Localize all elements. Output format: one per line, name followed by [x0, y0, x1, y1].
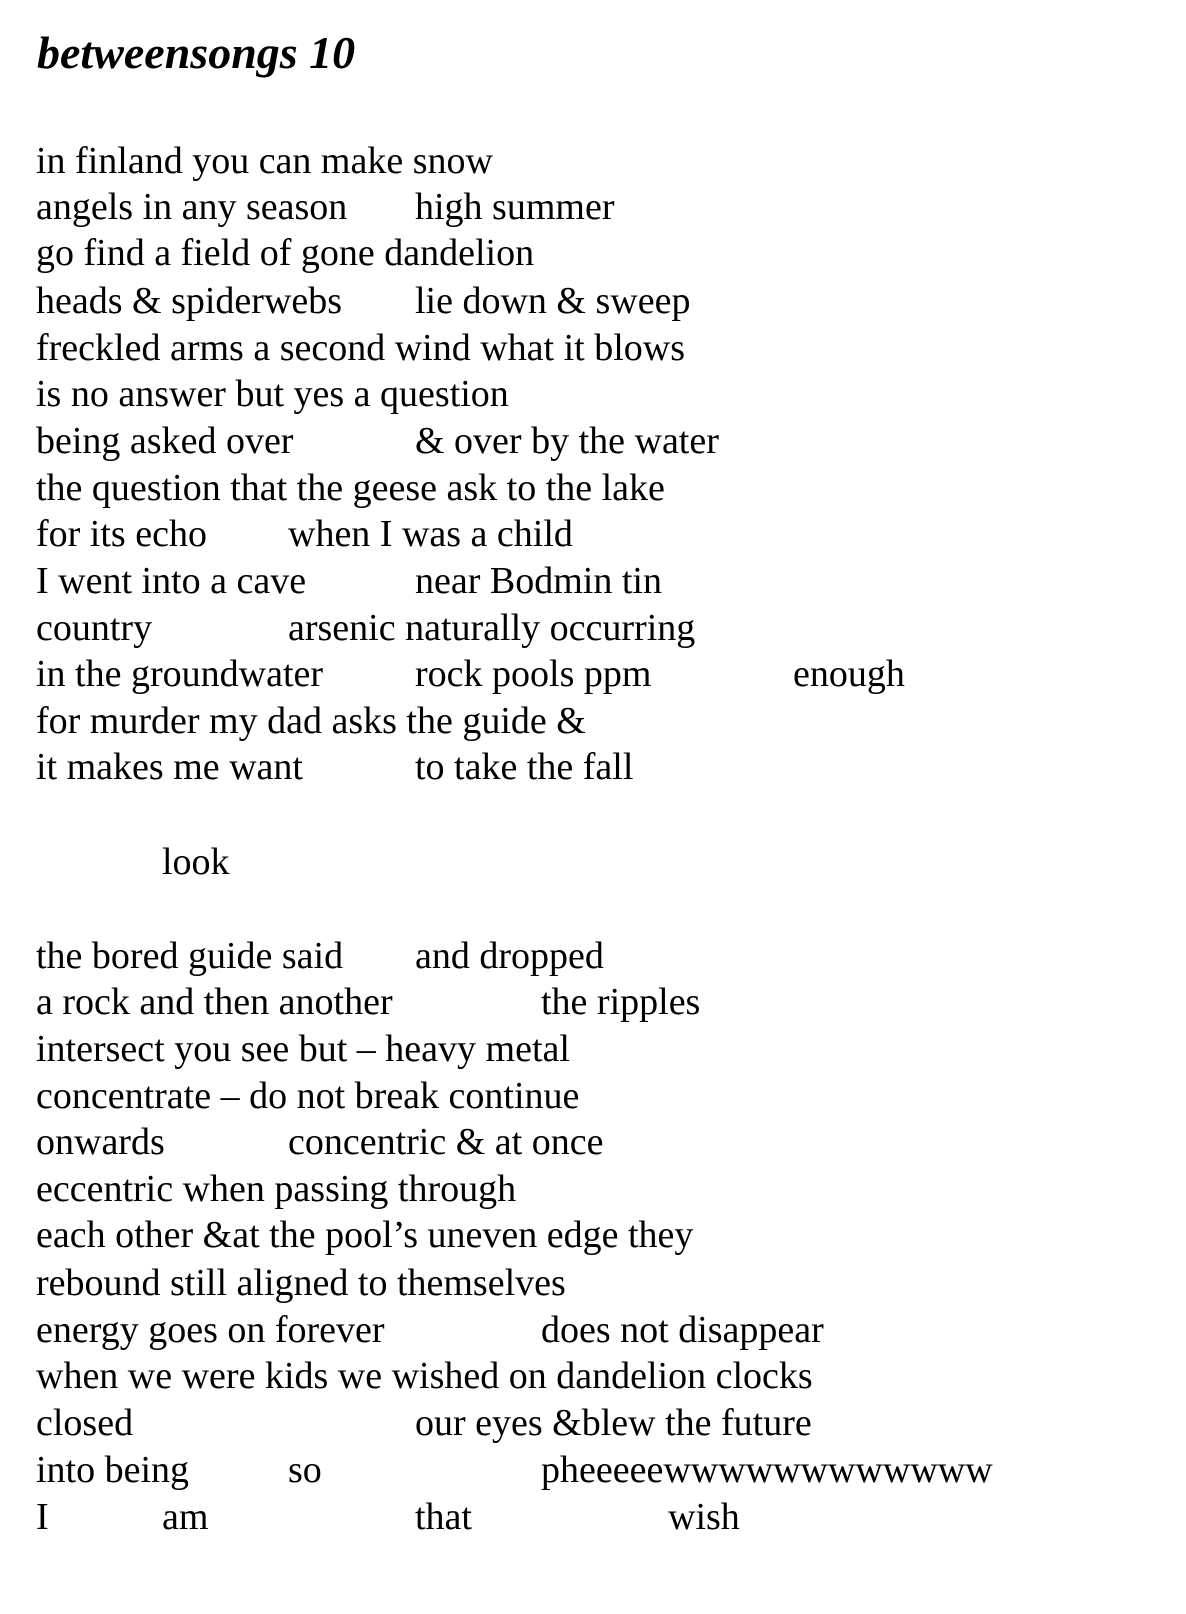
- poem-line: [36, 325, 1176, 371]
- line-segment: it makes me want: [36, 746, 303, 788]
- poem-line: [36, 1307, 1176, 1353]
- poem-line: [36, 605, 1176, 651]
- poem-line: [36, 1260, 1176, 1306]
- line-segment: in the groundwater: [36, 653, 324, 695]
- line-segment: does not disappear: [541, 1309, 824, 1351]
- poem-line: [36, 1026, 1176, 1072]
- poem-line: [36, 1073, 1176, 1119]
- poem-line: [36, 1353, 1176, 1399]
- poem-line: [36, 744, 1176, 790]
- line-segment: concentric & at once: [288, 1121, 604, 1163]
- line-segment: when I was a child: [288, 513, 573, 555]
- line-segment: lie down & sweep: [415, 280, 691, 322]
- poem-line: [36, 558, 1176, 604]
- poem-line: [36, 1166, 1176, 1212]
- line-segment: I went into a cave: [36, 560, 307, 602]
- line-segment: that: [415, 1496, 472, 1538]
- line-segment: wish: [668, 1496, 740, 1538]
- line-segment: for its echo: [36, 513, 207, 555]
- poem-line: [36, 698, 1176, 744]
- poem-line: [36, 1119, 1176, 1165]
- line-segment: to take the fall: [415, 746, 634, 788]
- line-segment: go find a field of gone dandelion: [36, 232, 535, 274]
- line-segment: so: [288, 1449, 322, 1491]
- line-segment: angels in any season: [36, 186, 348, 228]
- poem-line: [36, 1494, 1176, 1540]
- poem-line: [36, 839, 1176, 885]
- line-segment: the ripples: [541, 981, 701, 1023]
- line-segment: concentrate – do not break continue: [36, 1075, 580, 1117]
- poem-title: betweensongs 10: [37, 27, 356, 78]
- poem-body: [36, 0, 1176, 1614]
- poem-line: [36, 933, 1176, 979]
- line-segment: for murder my dad asks the guide &: [36, 700, 586, 742]
- line-segment: near Bodmin tin: [415, 560, 662, 602]
- line-segment: & over by the water: [415, 420, 719, 462]
- line-segment: being asked over: [36, 420, 294, 462]
- line-segment: country: [36, 607, 153, 649]
- line-segment: onwards: [36, 1121, 165, 1163]
- line-segment: closed: [36, 1402, 134, 1444]
- line-segment: the bored guide said: [36, 935, 344, 977]
- line-segment: am: [162, 1496, 209, 1538]
- line-segment: a rock and then another: [36, 981, 393, 1023]
- line-segment: each other &at the pool’s uneven edge they: [36, 1214, 694, 1256]
- line-segment: is no answer but yes a question: [36, 373, 509, 415]
- poem-line: [36, 184, 1176, 230]
- poem-line: [36, 1400, 1176, 1446]
- line-segment: the question that the geese ask to the lake: [36, 467, 665, 509]
- line-segment: energy goes on forever: [36, 1309, 385, 1351]
- line-segment: into being: [36, 1449, 190, 1491]
- line-segment: I: [36, 1496, 49, 1538]
- line-segment: look: [162, 841, 230, 883]
- poem-line: [36, 979, 1176, 1025]
- line-segment: rock pools ppm: [415, 653, 652, 695]
- line-segment: rebound still aligned to themselves: [36, 1262, 566, 1304]
- line-segment: and dropped: [415, 935, 604, 977]
- line-segment: high summer: [415, 186, 615, 228]
- poem-line: [36, 278, 1176, 324]
- poem-line: [36, 1212, 1176, 1258]
- poem-line: [36, 1447, 1176, 1493]
- poem-line: [36, 651, 1176, 697]
- line-segment: intersect you see but – heavy metal: [36, 1028, 570, 1070]
- line-segment: freckled arms a second wind what it blows: [36, 327, 685, 369]
- line-segment: enough: [793, 653, 905, 695]
- poem-line: [36, 371, 1176, 417]
- line-segment: heads & spiderwebs: [36, 280, 343, 322]
- poem-line: [36, 511, 1176, 557]
- line-segment: in finland you can make snow: [36, 140, 493, 182]
- line-segment: when we were kids we wished on dandelion clocks: [36, 1355, 813, 1397]
- line-segment: arsenic naturally occurring: [288, 607, 696, 649]
- line-segment: pheeeeewwwwwwwwwwww: [541, 1449, 993, 1491]
- poem-line: [36, 230, 1176, 276]
- poem-line: [36, 138, 1176, 184]
- line-segment: our eyes &blew the future: [415, 1402, 812, 1444]
- poem-line: [36, 418, 1176, 464]
- line-segment: eccentric when passing through: [36, 1168, 517, 1210]
- poem-line: [36, 465, 1176, 511]
